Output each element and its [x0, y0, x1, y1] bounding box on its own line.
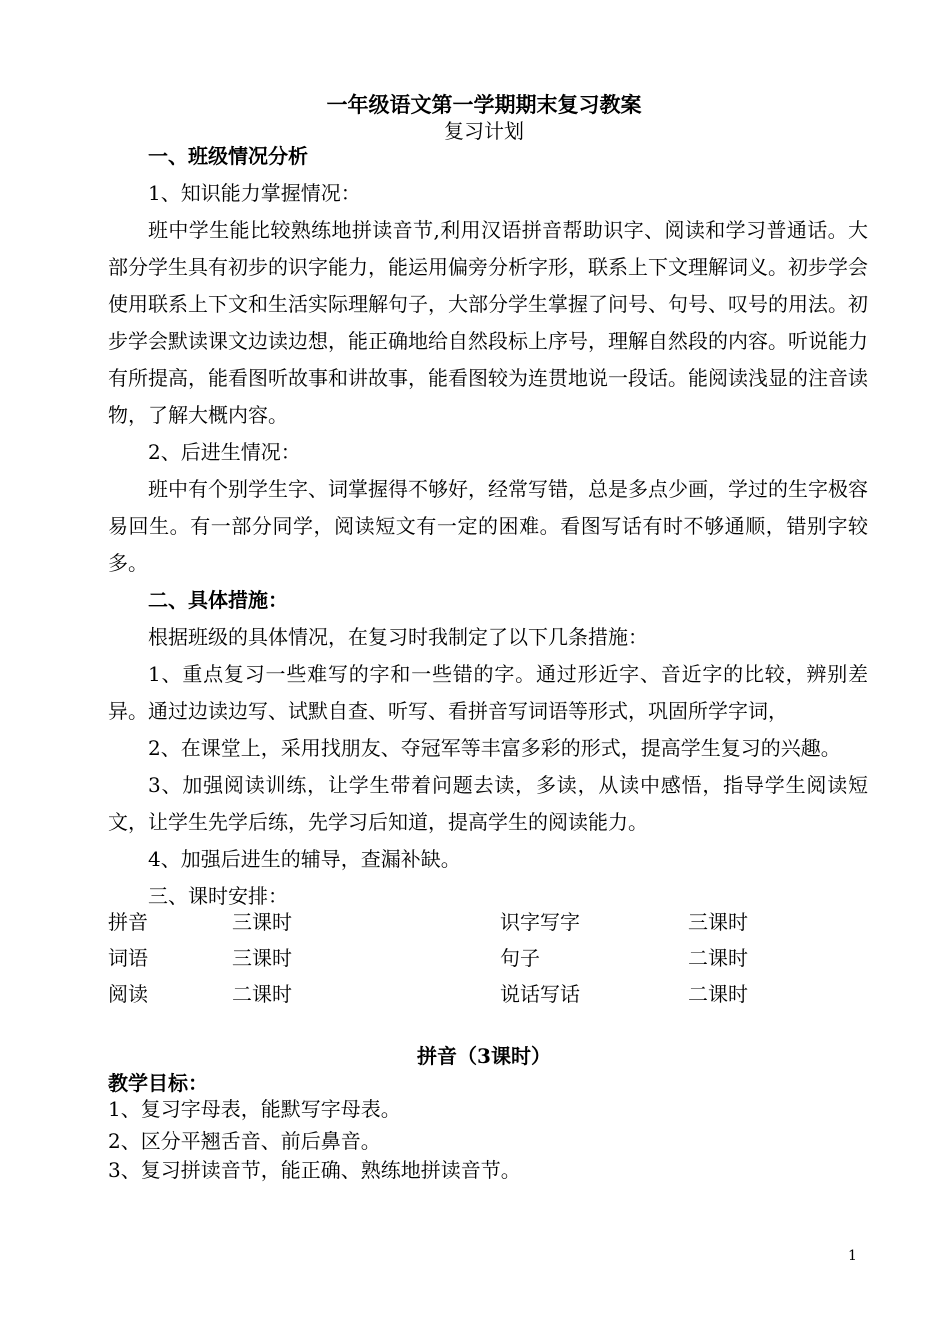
- measure-item-1: 1、重点复习一些难写的字和一些错的字。通过形近字、音近字的比较，辨别差异。通过边读边写、试默自查、听写、看拼音写词语等形式，巩固所学字词，: [108, 662, 868, 723]
- schedule-subject: 说话写话: [500, 982, 580, 1006]
- section2-intro: 根据班级的具体情况，在复习时我制定了以下几条措施：: [148, 625, 648, 649]
- schedule-hours: 三课时: [688, 910, 748, 934]
- section3-heading: 三、课时安排：: [148, 884, 288, 908]
- schedule-row: [108, 976, 868, 1012]
- measure-item-3: 3、加强阅读训练，让学生带着问题去读，多读，从读中感悟，指导学生阅读短文，让学生先学后练，先学习后知道，提高学生的阅读能力。: [108, 773, 868, 834]
- goals-heading: 教学目标：: [108, 1071, 208, 1095]
- main-body: [108, 138, 868, 915]
- goal-item: 3、复习拼读音节，能正确、熟练地拼读音节。: [108, 1158, 521, 1182]
- schedule-row: [108, 940, 868, 976]
- schedule-hours: 二课时: [688, 982, 748, 1006]
- schedule-subject: 拼音: [108, 910, 148, 934]
- measure-item-2: 2、在课堂上，采用找朋友、夺冠军等丰富多彩的形式，提高学生复习的兴趣。: [148, 736, 841, 760]
- goal-item: 1、复习字母表，能默写字母表。: [108, 1097, 401, 1121]
- schedule-table: [108, 904, 868, 1012]
- pinyin-goals: [108, 1072, 868, 1182]
- section1-heading: 一、班级情况分析: [148, 144, 308, 168]
- document-subtitle: 复习计划: [444, 119, 524, 143]
- document-title: 一年级语文第一学期期末复习教案: [326, 92, 642, 117]
- schedule-subject: 阅读: [108, 982, 148, 1006]
- schedule-row: [108, 904, 868, 940]
- section1-subheading-1: 1、知识能力掌握情况：: [148, 181, 361, 205]
- measure-item-4: 4、加强后进生的辅导，查漏补缺。: [148, 847, 461, 871]
- schedule-hours: 二课时: [688, 946, 748, 970]
- section1-paragraph-1: 班中学生能比较熟练地拼读音节,利用汉语拼音帮助识字、阅读和学习普通话。大部分学生具有初步的识字能力，能运用偏旁分析字形，联系上下文理解词义。初步学会使用联系上下文和生活实际理解句子，大部分学生掌握了问号、句号、叹号的用法。初步学会默读课文边读边想，能正确地给自然段标上序号，理解自然段的内容。听说能力有所提高，能看图听故事和讲故事，能看图较为连贯地说一段话。能阅读浅显的注音读物，了解大概内容。: [108, 218, 868, 427]
- schedule-subject: 识字写字: [500, 910, 580, 934]
- schedule-hours: 三课时: [232, 910, 292, 934]
- section1-paragraph-2: 班中有个别学生字、词掌握得不够好，经常写错，总是多点少画，学过的生字极容易回生。有一部分同学，阅读短文有一定的困难。看图写话有时不够通顺，错别字较多。: [108, 477, 868, 575]
- goal-item: 2、区分平翘舌音、前后鼻音。: [108, 1129, 381, 1153]
- schedule-subject: 词语: [108, 946, 148, 970]
- section2-heading: 二、具体措施：: [148, 588, 288, 612]
- pinyin-section-title: 拼音（3课时）: [417, 1044, 551, 1068]
- schedule-hours: 三课时: [232, 946, 292, 970]
- section1-subheading-2: 2、后进生情况：: [148, 440, 301, 464]
- page-number: 1: [848, 1248, 857, 1264]
- schedule-subject: 句子: [500, 946, 540, 970]
- schedule-hours: 二课时: [232, 982, 292, 1006]
